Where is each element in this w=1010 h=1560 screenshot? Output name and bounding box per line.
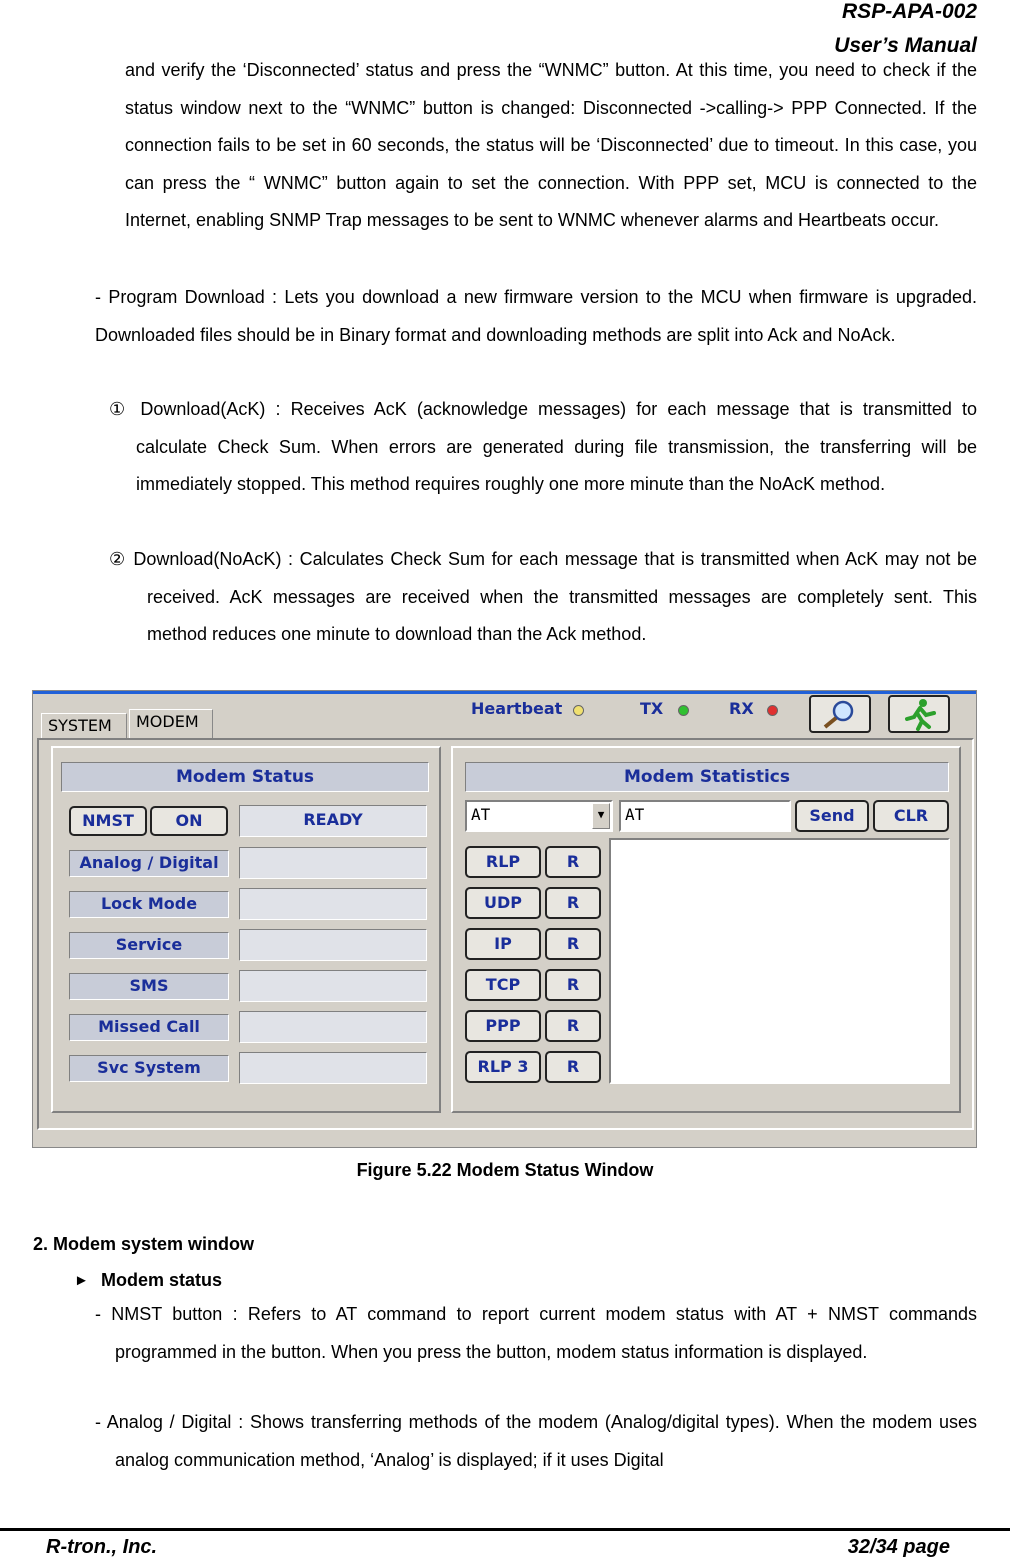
modem-statistics-title: Modem Statistics — [465, 762, 949, 792]
tx-led-icon — [678, 705, 689, 716]
analog-digital-value — [239, 847, 427, 879]
paragraph-download-noack: ② Download(NoAcK) : Calculates Check Sum for each message that is transmitted when AcK may not be received. AcK messages are received when the transmitted messages are completely sent. This method reduces one minute to download than the Ack method. — [109, 549, 977, 644]
nmst-button[interactable]: NMST — [69, 806, 147, 836]
command-select-value: AT — [471, 805, 491, 824]
search-button[interactable] — [809, 695, 871, 733]
section-subtitle: Modem status — [101, 1270, 223, 1290]
tcp-button[interactable]: TCP — [465, 969, 541, 1001]
rx-led-icon — [767, 705, 778, 716]
run-button[interactable] — [888, 695, 950, 733]
running-man-icon — [890, 697, 948, 731]
missed-call-value — [239, 1011, 427, 1043]
doc-id: RSP-APA-002 — [842, 0, 977, 23]
modem-status-panel — [51, 746, 441, 1113]
missed-call-label: Missed Call — [69, 1014, 229, 1041]
window-top-border — [33, 691, 976, 694]
status-value: READY — [239, 805, 427, 837]
rx-label: RX — [729, 699, 754, 718]
command-input[interactable]: AT — [619, 800, 791, 832]
rlp3-button[interactable]: RLP 3 — [465, 1051, 541, 1083]
send-button[interactable]: Send — [795, 800, 869, 832]
ip-button[interactable]: IP — [465, 928, 541, 960]
ip-reset-button[interactable]: R — [545, 928, 601, 960]
ppp-button[interactable]: PPP — [465, 1010, 541, 1042]
modem-status-window — [32, 690, 977, 1148]
paragraph-download-ack: ① Download(AcK) : Receives AcK (acknowledge messages) for each message that is transmitted to calculate Check Sum. When errors are generated during file transmission, the transferring will be immediately stopped. This method requires roughly one more minute than the NoAcK method. — [109, 399, 977, 494]
paragraph-analog-digital: - Analog / Digital : Shows transferring methods of the modem (Analog/digital types). When the modem uses analog communication method, ‘Analog’ is displayed; if it uses Digital — [95, 1412, 977, 1470]
service-label: Service — [69, 932, 229, 959]
magnifier-icon — [811, 697, 869, 731]
heartbeat-led-icon — [573, 705, 584, 716]
on-button[interactable]: ON — [150, 806, 228, 836]
doc-type: User’s Manual — [834, 34, 977, 57]
footer-company: R-tron., Inc. — [46, 1536, 158, 1558]
svc-system-label: Svc System — [69, 1055, 229, 1082]
sms-label: SMS — [69, 973, 229, 1000]
clr-button[interactable]: CLR — [873, 800, 949, 832]
paragraph-nmst: - NMST button : Refers to AT command to report current modem status with AT + NMST commands programmed in the button. When you press the button, modem status information is displayed. — [95, 1304, 977, 1362]
paragraph-program-download: - Program Download : Lets you download a new firmware version to the MCU when firmware is upgraded. Downloaded files should be in Binary format and downloading methods are split into Ack and NoAck. — [95, 287, 977, 345]
footer-divider — [0, 1528, 1010, 1531]
bullet-arrow-icon: ► — [74, 1272, 89, 1289]
paragraph-wnmc: and verify the ‘Disconnected’ status and press the “WNMC” button. At this time, you need to check if the status window next to the “WNMC” button is changed: Disconnected ->calling-> PPP Connected. If the connection fails to be set in 60 seconds, the status will be ‘Disconnected’ due to timeout. In this case, you can press the “ WNMC” button again to set the connection. With PPP set, MCU is connected to the Internet, enabling SNMP Trap messages to be sent to WNMC whenever alarms and Heartbeats occur. — [125, 60, 977, 230]
service-value — [239, 929, 427, 961]
svc-system-value — [239, 1052, 427, 1084]
sms-value — [239, 970, 427, 1002]
modem-status-title: Modem Status — [61, 762, 429, 792]
tab-modem[interactable]: MODEM — [129, 709, 213, 739]
tab-system[interactable]: SYSTEM — [41, 713, 127, 739]
lock-mode-value — [239, 888, 427, 920]
ppp-reset-button[interactable]: R — [545, 1010, 601, 1042]
heartbeat-label: Heartbeat — [471, 699, 563, 718]
tcp-reset-button[interactable]: R — [545, 969, 601, 1001]
rlp3-reset-button[interactable]: R — [545, 1051, 601, 1083]
statistics-output-area[interactable] — [609, 838, 950, 1084]
modem-statistics-panel — [451, 746, 961, 1113]
section-title: 2. Modem system window — [33, 1234, 255, 1254]
tx-label: TX — [640, 699, 664, 718]
udp-button[interactable]: UDP — [465, 887, 541, 919]
analog-digital-label: Analog / Digital — [69, 850, 229, 877]
lock-mode-label: Lock Mode — [69, 891, 229, 918]
rlp-reset-button[interactable]: R — [545, 846, 601, 878]
footer-page: 32/34 page — [847, 1536, 950, 1558]
rlp-button[interactable]: RLP — [465, 846, 541, 878]
udp-reset-button[interactable]: R — [545, 887, 601, 919]
command-select[interactable] — [465, 800, 613, 832]
figure-caption: Figure 5.22 Modem Status Window — [356, 1160, 654, 1180]
chevron-down-icon[interactable]: ▼ — [592, 803, 610, 829]
